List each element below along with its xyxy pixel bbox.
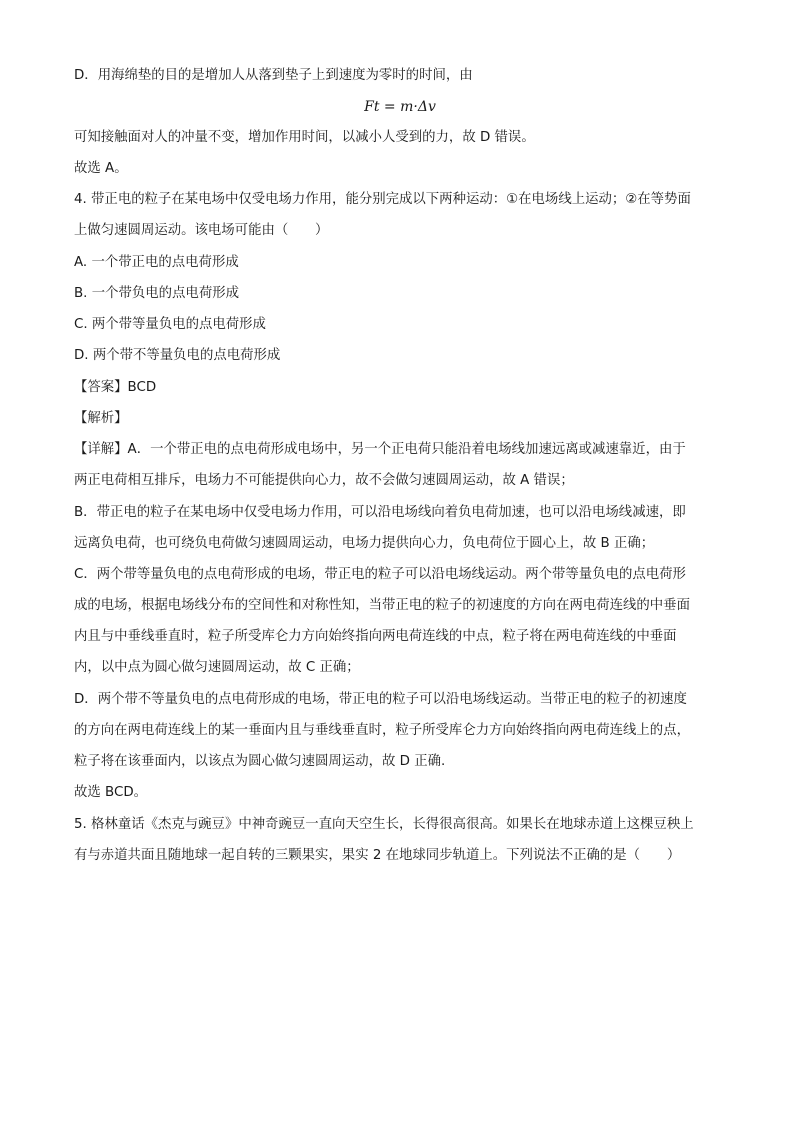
question-4-stem: 4. 带正电的粒子在某电场中仅受电场力作用，能分别完成以下两种运动：①在电场线上运动；②在等势面 <box>74 192 691 207</box>
question-4-analysis-heading: 【解析】 <box>74 411 128 426</box>
solution-conclusion-text: 可知接触面对人的冲量不变，增加作用时间，以减小人受到的力，故 D 错误。 <box>74 130 535 145</box>
question-4-detail-d-cont2: 粒子将在该垂面内，以该点为圆心做匀速圆周运动，故 D 正确. <box>74 754 446 769</box>
question-4-detail-c-cont2: 内且与中垂线垂直时，粒子所受库仑力方向始终指向两电荷连线的中点，粒子将在两电荷连线的中垂面 <box>74 629 677 644</box>
solution-option-d-text: D．用海绵垫的目的是增加人从落到垫子上到速度为零时的时间，由 <box>74 68 473 83</box>
question-4-detail-a: 【详解】A．一个带正电的点电荷形成电场中，另一个正电荷只能沿着电场线加速远离或减速靠近，由于 <box>74 442 686 457</box>
question-4-detail-c-cont1: 成的电场，根据电场线分布的空间性和对称性知，当带正电的粒子的初速度的方向在两电荷连线的中垂面 <box>74 598 690 613</box>
momentum-formula: Ft = m·Δv <box>364 99 436 115</box>
question-4-option-a: A. 一个带正电的点电荷形成 <box>74 255 239 270</box>
question-4-option-d: D. 两个带不等量负电的点电荷形成 <box>74 348 281 363</box>
question-4-option-c: C. 两个带等量负电的点电荷形成 <box>74 317 266 332</box>
question-4-detail-c-cont3: 内，以中点为圆心做匀速圆周运动，故 C 正确； <box>74 660 360 675</box>
question-4-option-b: B. 一个带负电的点电荷形成 <box>74 286 239 301</box>
question-5-stem-cont: 有与赤道共面且随地球一起自转的三颗果实，果实 2 在地球同步轨道上。下列说法不正确的是（ ） <box>74 848 681 863</box>
question-5-stem: 5. 格林童话《杰克与豌豆》中神奇豌豆一直向天空生长，长得很高很高。如果长在地球赤道上这棵豆秧上 <box>74 817 694 832</box>
question-4-stem-cont: 上做匀速圆周运动。该电场可能由（ ） <box>74 223 329 238</box>
question-4-detail-a-cont: 两正电荷相互排斥，电场力不可能提供向心力，故不会做匀速圆周运动，故 A 错误； <box>74 473 574 488</box>
question-4-answer: 【答案】BCD <box>74 380 157 395</box>
question-4-detail-c: C．两个带等量负电的点电荷形成的电场，带正电的粒子可以沿电场线运动。两个带等量负电的点电荷形 <box>74 567 686 582</box>
choice-answer-line: 故选 A。 <box>74 161 128 176</box>
question-4-detail-b-cont: 远离负电荷，也可绕负电荷做匀速圆周运动，电场力提供向心力，负电荷位于圆心上，故 B 正确； <box>74 536 655 551</box>
question-4-detail-d-cont1: 的方向在两电荷连线上的某一垂面内且与垂线垂直时，粒子所受库仑力方向始终指向两电荷连线上的点， <box>74 723 690 738</box>
question-4-detail-b: B．带正电的粒子在某电场中仅受电场力作用，可以沿电场线向着负电荷加速，也可以沿电场线减速，即 <box>74 505 686 520</box>
question-4-detail-d: D．两个带不等量负电的点电荷形成的电场，带正电的粒子可以沿电场线运动。当带正电的粒子的初速度 <box>74 692 687 707</box>
question-4-choice: 故选 BCD。 <box>74 785 148 800</box>
